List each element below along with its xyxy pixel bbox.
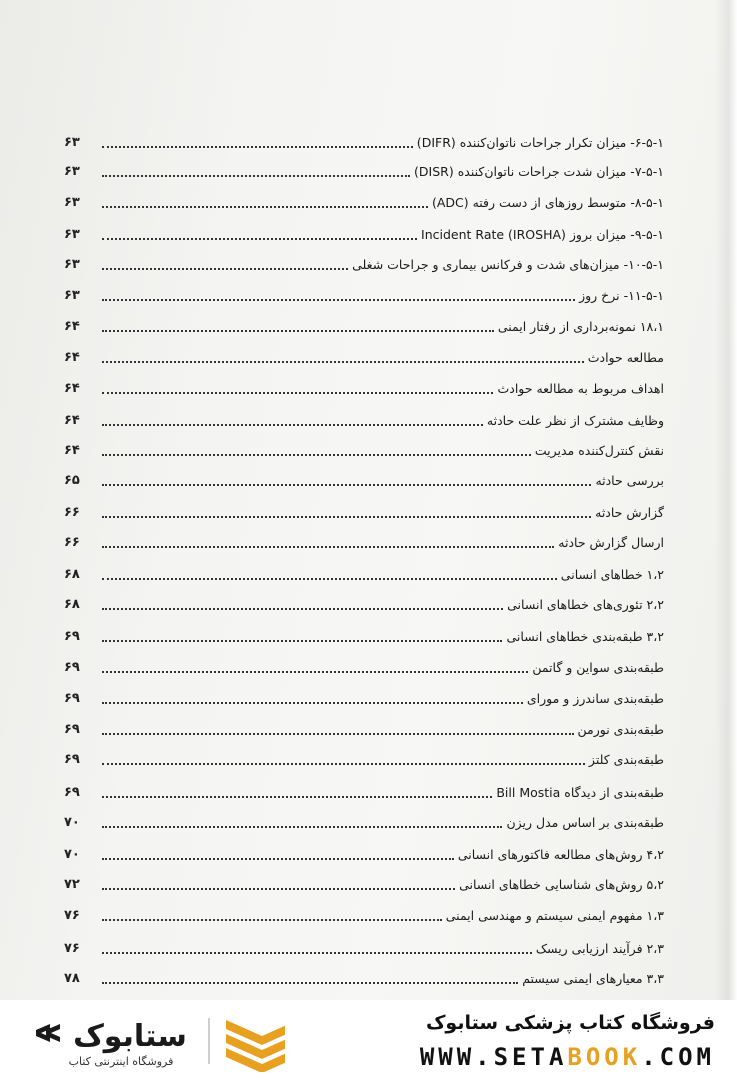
toc-entry-title: طبقه‌بندی سواین و گاتمن xyxy=(532,660,664,675)
toc-entry[interactable] xyxy=(64,590,664,614)
logo-wordmark: ستابوک xyxy=(73,1019,187,1054)
toc-page-number: ۶۳ xyxy=(64,195,80,210)
toc-dot-leader xyxy=(102,545,554,548)
toc-page-number: ۶۳ xyxy=(64,227,80,242)
toc-page-number: ۶۴ xyxy=(64,413,80,428)
logo-divider xyxy=(208,1018,210,1064)
toc-dot-leader xyxy=(102,732,574,735)
store-name: فروشگاه کتاب پزشکی ستابوک xyxy=(425,1012,715,1034)
toc-page-number: ۶۹ xyxy=(64,785,80,800)
toc-dot-leader xyxy=(102,423,483,426)
toc-entry-title: اهداف مربوط به مطالعه حوادث xyxy=(497,381,664,396)
toc-entry-title: ۱،۲ خطاهای انسانی xyxy=(560,567,664,582)
toc-page-number: ۶۸ xyxy=(64,597,80,612)
toc-entry-title: مطالعه حوادث xyxy=(587,350,664,365)
logo-mark-icon xyxy=(36,1024,60,1042)
toc-entry[interactable] xyxy=(64,157,664,181)
toc-dot-leader xyxy=(102,298,575,301)
toc-page-number: ۶۳ xyxy=(64,288,80,303)
toc-entry[interactable] xyxy=(64,436,664,460)
toc-page-number: ۶۶ xyxy=(64,535,80,550)
toc-dot-leader xyxy=(102,391,493,394)
toc-page-number: ۶۹ xyxy=(64,691,80,706)
toc-entry[interactable] xyxy=(64,901,664,925)
toc-entry[interactable] xyxy=(64,745,664,769)
toc-dot-leader xyxy=(102,329,494,332)
toc-dot-leader xyxy=(102,453,531,456)
toc-entry[interactable] xyxy=(64,870,664,894)
toc-entry-title: بررسی حادثه xyxy=(595,473,664,488)
toc-entry-title: ۲،۳ فرآیند ارزیابی ریسک xyxy=(535,941,664,956)
toc-entry-title: وظایف مشترک از نظر علت حادثه xyxy=(486,413,664,428)
toc-entry-title: ۵،۲ روش‌های شناسایی خطاهای انسانی xyxy=(459,877,664,892)
toc-page-number: ۶۴ xyxy=(64,350,80,365)
toc-entry[interactable] xyxy=(64,560,664,584)
toc-dot-leader xyxy=(102,951,532,954)
toc-entry-title: ۸-۵-۱- متوسط روزهای از دست رفته (ADC) xyxy=(431,195,664,210)
toc-page-number: ۶۳ xyxy=(64,257,80,272)
toc-dot-leader xyxy=(102,205,428,208)
toc-entry-title: ارسال گزارش حادثه xyxy=(558,535,664,550)
toc-page-number: ۶۳ xyxy=(64,135,80,150)
toc-entry-title: طبقه‌بندی کلتز xyxy=(588,752,664,767)
toc-dot-leader xyxy=(102,360,584,363)
toc-entry-title: ۱،۳ مفهوم ایمنی سیستم و مهندسی ایمنی xyxy=(445,908,664,923)
toc-page-number: ۶۸ xyxy=(64,567,80,582)
toc-dot-leader xyxy=(102,825,502,828)
toc-entry[interactable] xyxy=(64,374,664,398)
toc-page-number: ۶۹ xyxy=(64,752,80,767)
toc-dot-leader xyxy=(102,795,492,798)
toc-page-number: ۶۴ xyxy=(64,443,80,458)
toc-entry-title: ۱۸،۱ نمونه‌برداری از رفتار ایمنی xyxy=(497,319,664,334)
toc-entry-title: ۲،۲ تئوری‌های خطاهای انسانی xyxy=(507,597,664,612)
url-prefix: WWW.SETA xyxy=(419,1043,568,1071)
toc-dot-leader xyxy=(102,918,442,921)
toc-entry-title: ۶-۵-۱- میزان تکرار جراحات ناتوان‌کننده (DIFR) xyxy=(416,135,664,150)
toc-entry-title: ۳،۲ طبقه‌بندی خطاهای انسانی xyxy=(506,629,664,644)
toc-entry[interactable] xyxy=(64,840,664,864)
toc-entry-title: ۴،۲ روش‌های مطالعه فاکتورهای انسانی xyxy=(457,847,664,862)
chevron-icon xyxy=(226,1020,285,1072)
toc-dot-leader xyxy=(102,762,585,765)
toc-entry-title: طبقه‌بندی ساندرز و مورای xyxy=(526,691,664,706)
toc-page-number: ۷۰ xyxy=(64,847,80,862)
toc-dot-leader xyxy=(102,981,518,984)
toc-entry[interactable] xyxy=(64,653,664,677)
toc-dot-leader xyxy=(102,145,413,148)
toc-dot-leader xyxy=(102,515,591,518)
toc-entry[interactable] xyxy=(64,312,664,336)
toc-entry[interactable] xyxy=(64,128,664,152)
toc-dot-leader xyxy=(102,237,417,240)
toc-entry[interactable] xyxy=(64,343,664,367)
toc-entry[interactable] xyxy=(64,622,664,646)
toc-dot-leader xyxy=(102,267,348,270)
toc-dot-leader xyxy=(102,701,523,704)
toc-entry-title: ۹-۵-۱- میزان بروز Incident Rate (IROSHA) xyxy=(421,227,664,242)
toc-entry-title: نقش کنترل‌کننده مدیریت xyxy=(534,443,664,458)
toc-entry[interactable] xyxy=(64,498,664,522)
toc-entry-title: ۱۰-۵-۱- میزان‌های شدت و فرکانس بیماری و جراحات شغلی xyxy=(352,257,664,272)
toc-page-number: ۶۵ xyxy=(64,473,80,488)
toc-entry[interactable] xyxy=(64,220,664,244)
toc-dot-leader xyxy=(102,577,557,580)
toc-page-number: ۶۹ xyxy=(64,660,80,675)
logo-tagline: فروشگاه اینترنتی کتاب xyxy=(68,1055,174,1068)
toc-entry[interactable] xyxy=(64,715,664,739)
toc-page-number: ۶۴ xyxy=(64,381,80,396)
toc-dot-leader xyxy=(102,607,503,610)
page-edge-shadow xyxy=(715,0,737,1000)
toc-dot-leader xyxy=(102,670,528,673)
toc-page-number: ۷۶ xyxy=(64,941,80,956)
url-accent: BOOK xyxy=(567,1043,642,1071)
toc-entry-title: طبقه‌بندی نورمن xyxy=(577,722,664,737)
toc-entry-title: گزارش حادثه xyxy=(595,505,664,520)
toc-entry-title: ۱۱-۵-۱- نرخ روز xyxy=(579,288,664,303)
toc-entry-title: ۳،۳ معیارهای ایمنی سیستم xyxy=(522,971,664,986)
toc-entry[interactable] xyxy=(64,528,664,552)
table-of-contents xyxy=(64,128,664,998)
toc-page-number: ۷۰ xyxy=(64,815,80,830)
toc-dot-leader xyxy=(102,174,410,177)
toc-entry-title: طبقه‌بندی بر اساس مدل ریزن xyxy=(506,815,664,830)
toc-dot-leader xyxy=(102,887,455,890)
toc-page-number: ۶۴ xyxy=(64,319,80,334)
toc-entry[interactable] xyxy=(64,250,664,274)
toc-entry[interactable] xyxy=(64,684,664,708)
toc-entry[interactable] xyxy=(64,188,664,212)
toc-entry[interactable] xyxy=(64,466,664,490)
toc-page-number: ۶۶ xyxy=(64,505,80,520)
toc-entry[interactable] xyxy=(64,964,664,988)
toc-page-number: ۶۳ xyxy=(64,164,80,179)
toc-dot-leader xyxy=(102,857,454,860)
toc-page-number: ۷۲ xyxy=(64,877,80,892)
toc-page-number: ۶۹ xyxy=(64,722,80,737)
toc-page-number: ۶۹ xyxy=(64,629,80,644)
store-url-link[interactable] xyxy=(420,1043,715,1071)
toc-entry-title: ۷-۵-۱- میزان شدت جراحات ناتوان‌کننده (DISR) xyxy=(414,164,664,179)
toc-entry[interactable] xyxy=(64,406,664,430)
toc-entry[interactable] xyxy=(64,808,664,832)
toc-page-number: ۷۸ xyxy=(64,971,80,986)
toc-entry[interactable] xyxy=(64,934,664,958)
toc-entry[interactable] xyxy=(64,281,664,305)
toc-dot-leader xyxy=(102,483,591,486)
toc-entry[interactable] xyxy=(64,778,664,802)
url-suffix: .COM xyxy=(641,1043,715,1071)
toc-dot-leader xyxy=(102,639,502,642)
toc-entry-title: طبقه‌بندی از دیدگاه Bill Mostia xyxy=(496,785,664,800)
toc-page-number: ۷۶ xyxy=(64,908,80,923)
